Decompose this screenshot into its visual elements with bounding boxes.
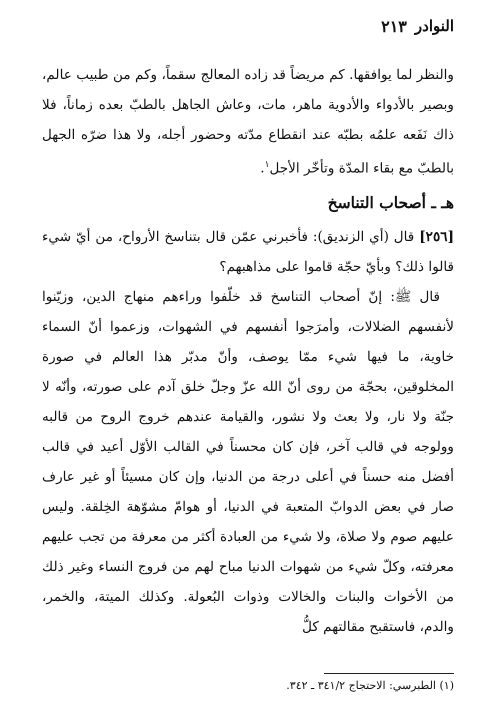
footnote-marker: ١ <box>264 160 270 170</box>
book-title: النوادر <box>414 17 454 35</box>
footnote: (١) الطبرسي: الاحتجاج ٣٤١/٢ ـ ٣٤٢. <box>286 679 454 692</box>
section-heading: هـ ـ أصحاب التناسخ <box>327 192 454 212</box>
answer-text: قال ﷺ: إنّ أصحاب التناسخ قد خلّفوا وراءهم منهاج الدين، وزيّنوا لأنفسهم الضلالات، وأمرَجوا أنفسهم في الشهوات، وزعموا أنّ السماء خاوية، ما فيها شيء ممّا يوصف، وأنّ مدبّر هذا العالم في صورة المخلوقين، بحجّة من روى أنّ الله عزّ وجلّ خلق آدم على صورته، وأنّه لا جنّة ولا نار، ولا بعث ولا نشور، والقيامة عندهم خروج الروح من قالبه وولوجه في قالب آخر، فإن كان محسناً في القالب الأوّل أعيد في قالب أفضل منه حسناً في أعلى درجة من الدنيا، وإن كان مسيئاً أو غير عارف صار في بعض الدوابّ المتعبة في الدنيا، أو هوامّ مشوّهة الخِلقة. وليس عليهم صوم ولا صلاة، ولا شيء من العبادة أكثر من معرفة من تجب عليهم معرفته، وكلّ شيء من شهوات الدنيا مباح لهم من فروج النساء وغير ذلك من الأخوات والبنات والخالات وذوات البُعولة. وكذلك الميتة، والخمر، والدم، فاستقبح مقالتهم كلُّ <box>42 288 454 635</box>
paragraph-number: [٢٥٦] <box>419 228 455 245</box>
footnote-divider <box>324 673 454 674</box>
answer-paragraph <box>42 282 454 642</box>
running-header <box>42 14 454 38</box>
question-text: قال (أي الزنديق): فأخبرني عمّن قال بتناسخ الأرواح، من أيّ شيء قالوا ذلك؟ وبأيّ حجّة قاموا على مذاهبهم؟ <box>42 228 454 275</box>
page-number: ٢١٣ <box>381 16 407 36</box>
main-text <box>42 60 454 642</box>
intro-text: والنظر لما يوافقها. كم مريضاً قد زاده المعالج سقماً، وكم من طبيب عالم، وبصير بالأدواء والأدوية ماهر، مات، وعاش الجاهل بالطبّ بعده زماناً، فلا ذاك نَفَعه علمُه بطبّه عند انقطاع مدّته وحضور أجله، ولا هذا ضرّه الجهل بالطبّ مع بقاء المدّة وتأخّر الأجل <box>42 67 454 177</box>
question-paragraph <box>42 222 454 282</box>
intro-paragraph: والنظر لما يوافقها. كم مريضاً قد زاده المعالج سقماً، وكم من طبيب عالم، وبصير بالأدواء والأدوية ماهر، مات، وعاش الجاهل بالطبّ بعده زماناً، فلا ذاك نَفَعه علمُه بطبّه عند انقطاع مدّته وحضور أجله، ولا هذا ضرّه الجهل بالطبّ مع بقاء المدّة وتأخّر الأجل$^١$. <box>42 67 454 177</box>
